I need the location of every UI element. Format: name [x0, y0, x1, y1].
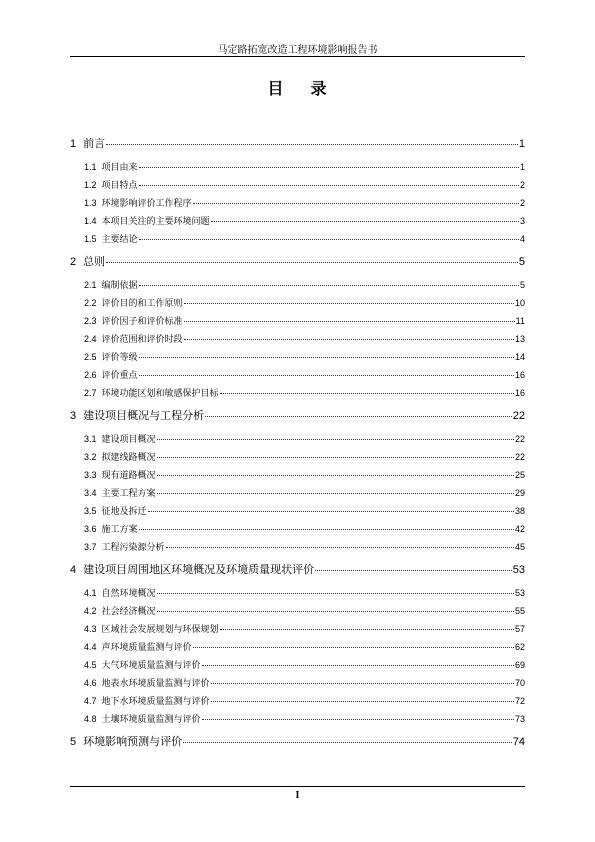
chapter-number: 1	[70, 138, 77, 150]
section-page-number: 22	[514, 452, 525, 462]
section-title: 工程污染源分析	[101, 543, 165, 553]
section-number: 2.7	[84, 388, 97, 398]
section-page-number: 57	[514, 624, 525, 634]
toc-section-entry[interactable]	[70, 520, 525, 538]
section-page-number: 2	[519, 198, 525, 208]
toc-chapter-entry[interactable]	[70, 406, 525, 426]
section-number: 3.1	[84, 434, 97, 444]
section-number: 4.2	[84, 606, 97, 616]
section-title: 评价等级	[101, 353, 138, 363]
toc-section-entry[interactable]	[70, 710, 525, 728]
toc-section-entry[interactable]	[70, 484, 525, 502]
toc-title-part1: 目	[267, 79, 285, 98]
section-title: 评价目的和工作原则	[101, 299, 183, 309]
section-number: 1.1	[84, 162, 97, 172]
header-divider	[70, 56, 525, 57]
section-number: 4.7	[84, 696, 97, 706]
toc-section-entry[interactable]	[70, 584, 525, 602]
chapter-title: 建设项目概况与工程分析	[83, 409, 205, 422]
toc-section-entry[interactable]	[70, 312, 525, 330]
chapter-page-number: 5	[518, 256, 525, 268]
dot-leader	[157, 611, 514, 612]
section-number: 3.3	[84, 470, 97, 480]
section-number: 2.1	[84, 280, 97, 290]
toc-chapter-entry[interactable]	[70, 134, 525, 154]
section-title: 社会经济概况	[101, 607, 156, 617]
chapter-title: 建设项目周围地区环境概况及环境质量现状评价	[83, 563, 315, 576]
chapter-number: 5	[70, 736, 77, 748]
section-title: 评价重点	[101, 371, 138, 381]
section-page-number: 45	[514, 542, 525, 552]
section-page-number: 16	[514, 370, 525, 380]
section-number: 4.4	[84, 642, 97, 652]
section-number: 4.3	[84, 624, 97, 634]
footer-divider	[70, 786, 525, 787]
section-title: 主要结论	[101, 235, 138, 245]
toc-title	[0, 76, 595, 99]
section-number: 2.2	[84, 298, 97, 308]
section-title: 声环境质量监测与评价	[101, 643, 192, 653]
section-title: 建设项目概况	[101, 435, 156, 445]
section-number: 3.6	[84, 524, 97, 534]
dot-leader	[157, 439, 514, 440]
section-title: 主要工程方案	[101, 489, 156, 499]
dot-leader	[202, 719, 514, 720]
dot-leader	[139, 285, 519, 286]
toc-section-entry[interactable]	[70, 466, 525, 484]
section-page-number: 38	[514, 506, 525, 516]
section-number: 3.7	[84, 542, 97, 552]
section-page-number: 4	[519, 234, 525, 244]
chapter-number: 4	[70, 564, 77, 576]
section-title: 编制依据	[101, 281, 138, 291]
section-title: 地表水环境质量监测与评价	[101, 679, 210, 689]
section-number: 3.5	[84, 506, 97, 516]
toc-section-entry[interactable]	[70, 430, 525, 448]
chapter-page-number: 22	[512, 410, 525, 422]
dot-leader	[220, 629, 514, 630]
section-page-number: 70	[514, 678, 525, 688]
section-title: 环境影响评价工作程序	[101, 199, 192, 209]
section-page-number: 62	[514, 642, 525, 652]
dot-leader	[157, 457, 514, 458]
section-page-number: 3	[519, 216, 525, 226]
toc-section-entry[interactable]	[70, 176, 525, 194]
section-page-number: 29	[514, 488, 525, 498]
dot-leader	[205, 416, 512, 417]
dot-leader	[139, 375, 514, 376]
dot-leader	[220, 393, 514, 394]
table-of-contents	[70, 134, 525, 752]
dot-leader	[157, 493, 514, 494]
dot-leader	[211, 683, 514, 684]
toc-section-entry[interactable]	[70, 638, 525, 656]
dot-leader	[106, 262, 518, 263]
section-page-number: 55	[514, 606, 525, 616]
toc-section-entry[interactable]	[70, 276, 525, 294]
section-number: 1.3	[84, 198, 97, 208]
toc-section-entry[interactable]	[70, 212, 525, 230]
toc-section-entry[interactable]	[70, 384, 525, 402]
toc-section-entry[interactable]	[70, 294, 525, 312]
running-header: 马定路拓宽改造工程环境影响报告书	[217, 45, 378, 56]
dot-leader	[139, 529, 514, 530]
dot-leader	[202, 665, 514, 666]
dot-leader	[139, 185, 519, 186]
section-page-number: 10	[514, 298, 525, 308]
section-number: 4.1	[84, 588, 97, 598]
section-number: 3.2	[84, 452, 97, 462]
chapter-page-number: 1	[518, 138, 525, 150]
dot-leader	[139, 239, 519, 240]
section-number: 3.4	[84, 488, 97, 498]
section-page-number: 73	[514, 714, 525, 724]
page-number: I	[295, 790, 300, 801]
section-title: 环境功能区划和敏感保护目标	[101, 389, 219, 399]
section-page-number: 5	[519, 280, 525, 290]
section-number: 2.6	[84, 370, 97, 380]
toc-section-entry[interactable]	[70, 692, 525, 710]
toc-section-entry[interactable]	[70, 602, 525, 620]
dot-leader	[211, 221, 519, 222]
section-page-number: 22	[514, 434, 525, 444]
section-title: 区域社会发展规划与环保规划	[101, 625, 219, 635]
dot-leader	[157, 475, 514, 476]
dot-leader	[193, 203, 519, 204]
toc-section-entry[interactable]	[70, 348, 525, 366]
section-title: 现有道路概况	[101, 471, 156, 481]
toc-section-entry[interactable]	[70, 330, 525, 348]
section-number: 4.6	[84, 678, 97, 688]
section-title: 项目由来	[101, 163, 138, 173]
section-page-number: 25	[514, 470, 525, 480]
dot-leader	[211, 701, 514, 702]
section-page-number: 53	[514, 588, 525, 598]
chapter-page-number: 74	[512, 736, 525, 748]
toc-chapter-entry[interactable]	[70, 732, 525, 752]
section-title: 自然环境概况	[101, 589, 156, 599]
dot-leader	[184, 303, 514, 304]
dot-leader	[148, 511, 514, 512]
section-page-number: 13	[514, 334, 525, 344]
chapter-page-number: 53	[512, 564, 525, 576]
toc-section-entry[interactable]	[70, 158, 525, 176]
toc-section-entry[interactable]	[70, 620, 525, 638]
section-number: 2.3	[84, 316, 97, 326]
chapter-title: 环境影响预测与评价	[83, 735, 183, 748]
section-title: 本项目关注的主要环境问题	[101, 217, 210, 227]
dot-leader	[184, 321, 515, 322]
toc-section-entry[interactable]	[70, 502, 525, 520]
section-page-number: 16	[514, 388, 525, 398]
section-page-number: 69	[514, 660, 525, 670]
dot-leader	[106, 144, 518, 145]
toc-section-entry[interactable]	[70, 448, 525, 466]
section-title: 评价因子和评价标准	[101, 317, 183, 327]
chapter-title: 前言	[83, 137, 106, 150]
section-number: 4.8	[84, 714, 97, 724]
section-page-number: 11	[515, 316, 525, 326]
chapter-title: 总则	[83, 255, 106, 268]
section-title: 地下水环境质量监测与评价	[101, 697, 210, 707]
toc-section-entry[interactable]	[70, 366, 525, 384]
section-title: 评价范围和评价时段	[101, 335, 183, 345]
chapter-number: 3	[70, 410, 77, 422]
toc-chapter-entry[interactable]	[70, 560, 525, 580]
section-number: 4.5	[84, 660, 97, 670]
toc-section-entry[interactable]	[70, 194, 525, 212]
section-title: 施工方案	[101, 525, 138, 535]
toc-section-entry[interactable]	[70, 230, 525, 248]
chapter-number: 2	[70, 256, 77, 268]
toc-title-part2: 录	[310, 79, 328, 98]
toc-section-entry[interactable]	[70, 538, 525, 556]
dot-leader	[183, 742, 512, 743]
section-number: 1.5	[84, 234, 97, 244]
section-number: 1.2	[84, 180, 97, 190]
dot-leader	[193, 647, 514, 648]
section-page-number: 42	[514, 524, 525, 534]
dot-leader	[139, 167, 519, 168]
toc-section-entry[interactable]	[70, 656, 525, 674]
section-title: 征地及拆迁	[101, 507, 147, 517]
dot-leader	[184, 339, 514, 340]
section-page-number: 14	[514, 352, 525, 362]
section-title: 土壤环境质量监测与评价	[101, 715, 201, 725]
dot-leader	[315, 570, 512, 571]
section-page-number: 72	[514, 696, 525, 706]
section-number: 2.4	[84, 334, 97, 344]
section-number: 2.5	[84, 352, 97, 362]
section-title: 大气环境质量监测与评价	[101, 661, 201, 671]
section-title: 项目特点	[101, 181, 138, 191]
section-number: 1.4	[84, 216, 97, 226]
section-page-number: 1	[519, 162, 525, 172]
toc-section-entry[interactable]	[70, 674, 525, 692]
dot-leader	[139, 357, 514, 358]
toc-chapter-entry[interactable]	[70, 252, 525, 272]
dot-leader	[157, 593, 514, 594]
section-title: 拟建线路概况	[101, 453, 156, 463]
section-page-number: 2	[519, 180, 525, 190]
dot-leader	[166, 547, 514, 548]
